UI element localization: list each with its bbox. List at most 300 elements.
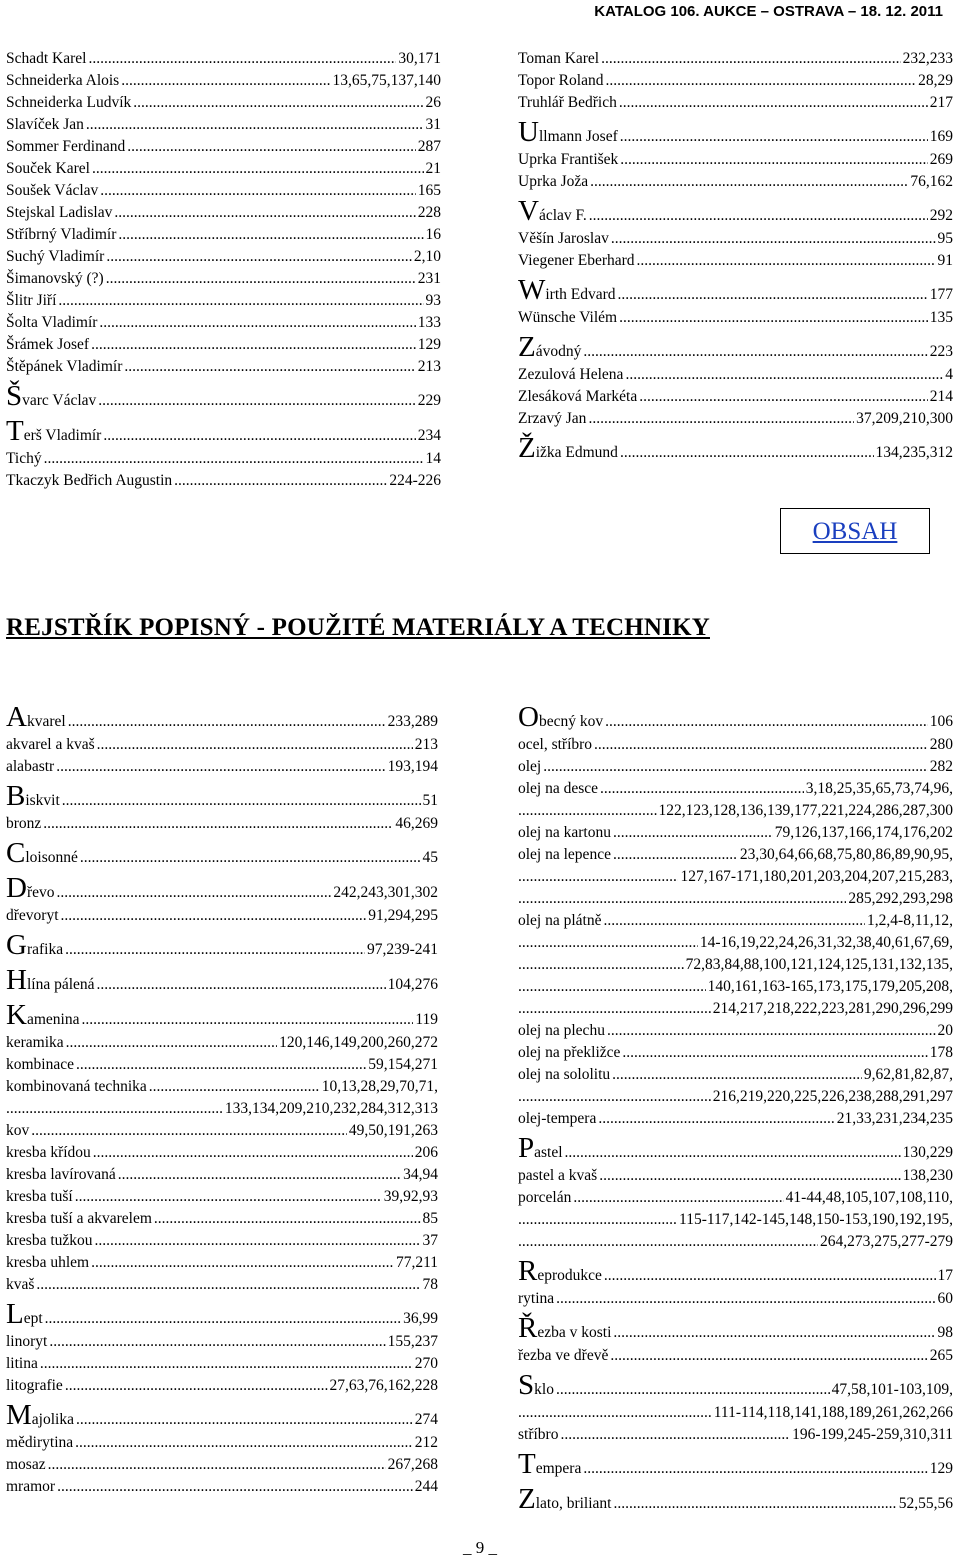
entry-numbers: 129 [417, 336, 441, 353]
entry-name: Grafika [6, 929, 64, 961]
leader-dots [91, 334, 416, 356]
entry-numbers: 16 [425, 226, 441, 243]
entry-name: mramor [6, 1478, 56, 1495]
entry-numbers: 228 [417, 204, 441, 221]
entry-numbers: 49,50,191,263 [348, 1122, 438, 1139]
entry-name: Topor Roland [518, 72, 604, 89]
entry-numbers: 115-117,142-145,148,150-153,190,192,195, [679, 1211, 953, 1228]
index-entry [518, 432, 953, 465]
leader-dots [619, 92, 928, 114]
index-entry [6, 1298, 438, 1331]
entry-numbers: 232,233 [902, 50, 953, 67]
leader-dots [588, 408, 854, 430]
leader-dots [75, 1432, 413, 1454]
index-entry [6, 1208, 438, 1230]
leader-dots [622, 1042, 927, 1064]
leader-dots [75, 1186, 382, 1208]
leader-dots [154, 1208, 421, 1230]
entry-numbers: 46,269 [395, 815, 438, 832]
leader-dots [604, 910, 866, 932]
entry-numbers: 98 [937, 1324, 953, 1341]
entry-numbers: 76,162 [910, 173, 953, 190]
entry-name: Toman Karel [518, 50, 600, 67]
leader-dots [518, 1231, 818, 1253]
entry-numbers: 135 [929, 309, 953, 326]
entry-name: Věšín Jaroslav [518, 230, 609, 247]
entry-name: ocel, stříbro [518, 736, 593, 753]
entry-numbers: 21 [425, 160, 441, 177]
index-entry [6, 1142, 438, 1164]
entry-name: Biskvit [6, 780, 60, 812]
entry-numbers: 34,94 [403, 1166, 438, 1183]
entry-numbers: 23,30,64,66,68,75,80,86,89,90,95, [739, 846, 953, 863]
index-entry [518, 1108, 953, 1130]
index-entry [518, 1042, 953, 1064]
entry-name: Zezulová Helena [518, 366, 624, 383]
entry-numbers: 231 [417, 270, 441, 287]
index-entry [6, 1120, 438, 1142]
leader-dots [97, 968, 386, 1001]
index-entry [6, 1454, 438, 1476]
leader-dots [56, 756, 385, 778]
entry-numbers: 59,154,271 [368, 1056, 438, 1073]
leader-dots [599, 1165, 900, 1187]
index-entry [518, 195, 953, 228]
leader-dots [594, 734, 928, 756]
entry-numbers: 37 [422, 1232, 438, 1249]
index-entry-continuation [518, 954, 953, 976]
entry-numbers: 106 [929, 713, 953, 730]
entry-name: Obecný kov [518, 701, 604, 733]
index-entry [6, 1186, 438, 1208]
index-entry [518, 1312, 953, 1345]
entry-numbers: 269 [929, 151, 953, 168]
index-entry [6, 136, 441, 158]
entry-numbers: 212 [414, 1434, 438, 1451]
leader-dots [518, 998, 711, 1020]
index-entry [6, 202, 441, 224]
index-entry [6, 1252, 438, 1274]
leader-dots [556, 1288, 935, 1310]
leader-dots [80, 841, 421, 874]
index-entry-continuation [518, 800, 953, 822]
index-entry [518, 1448, 953, 1481]
index-entry [518, 408, 953, 430]
index-entry [518, 1020, 953, 1042]
entry-numbers: 282 [929, 758, 953, 775]
entry-name: kresba křídou [6, 1144, 91, 1161]
entry-numbers: 77,211 [395, 1254, 438, 1271]
entry-numbers: 140,161,163-165,173,175,179,205,208, [707, 978, 953, 995]
entry-name: mědirytina [6, 1434, 74, 1451]
entry-numbers: 20 [937, 1022, 953, 1039]
index-entry [6, 1375, 438, 1397]
leader-dots [639, 386, 928, 408]
index-entry-continuation [518, 1209, 953, 1231]
entry-name: Akvarel [6, 701, 66, 733]
index-entry-continuation [518, 998, 953, 1020]
index-entry [6, 756, 438, 778]
entry-numbers: 134,235,312 [875, 444, 953, 461]
index-entry [6, 312, 441, 334]
entry-name: Šolta Vladimír [6, 314, 98, 331]
leader-dots [93, 1142, 413, 1164]
leader-dots [44, 448, 424, 470]
index-entry [6, 1399, 438, 1432]
leader-dots [573, 1187, 783, 1209]
index-entry [6, 158, 441, 180]
leader-dots [99, 312, 415, 334]
entry-name: Uprka František [518, 151, 619, 168]
index-entry [518, 1064, 953, 1086]
index-entry [518, 70, 953, 92]
entry-numbers: 265 [929, 1347, 953, 1364]
index-entry [6, 470, 441, 492]
index-entry [6, 1164, 438, 1186]
leader-dots [61, 905, 367, 927]
leader-dots [518, 888, 846, 910]
entry-name: Schneiderka Ludvík [6, 94, 132, 111]
leader-dots [114, 202, 415, 224]
index-entry [518, 1424, 953, 1446]
entry-numbers: 30,171 [398, 50, 441, 67]
entry-numbers: 292 [929, 207, 953, 224]
entry-name: Terš Vladimír [6, 415, 102, 447]
leader-dots [118, 1164, 401, 1186]
entry-numbers: 2,10 [413, 248, 441, 265]
entry-name: Zlato, briliant [518, 1483, 612, 1515]
leader-dots [48, 1454, 386, 1476]
index-entry [518, 822, 953, 844]
entry-name: Wünsche Vilém [518, 309, 618, 326]
entry-name: stříbro [518, 1426, 559, 1443]
index-entry [518, 1132, 953, 1165]
leader-dots [106, 268, 416, 290]
entry-name: Uprka Joža [518, 173, 589, 190]
index-entry [6, 114, 441, 136]
leader-dots [86, 114, 424, 136]
entry-name: Šrámek Josef [6, 336, 90, 353]
index-entry [6, 1230, 438, 1252]
leader-dots [66, 1032, 277, 1054]
entry-name: Soušek Václav [6, 182, 99, 199]
leader-dots [106, 246, 412, 268]
entry-name: Schadt Karel [6, 50, 87, 67]
index-entry [518, 250, 953, 272]
index-entry [518, 1255, 953, 1288]
index-entry [6, 356, 441, 378]
entry-numbers: 21,33,231,234,235 [836, 1110, 953, 1127]
leader-dots [518, 1209, 677, 1231]
materials-index-left-column [6, 699, 438, 1498]
entry-name: Kamenina [6, 999, 80, 1031]
entry-name: kresba tuší a akvarelem [6, 1210, 152, 1227]
entry-name: Sklo [518, 1369, 554, 1401]
index-entry [518, 171, 953, 193]
entry-name: Štěpánek Vladimír [6, 358, 123, 375]
entry-name: Stříbrný Vladimír [6, 226, 117, 243]
leader-dots [590, 171, 908, 193]
entry-numbers: 122,123,128,136,139,177,221,224,286,287,300 [658, 802, 953, 819]
entry-name: Suchý Vladimír [6, 248, 105, 265]
leader-dots [613, 822, 773, 844]
entry-name: Pastel [518, 1132, 563, 1164]
index-entry [518, 1187, 953, 1209]
entry-numbers: 91 [937, 252, 953, 269]
entry-numbers: 1,2,4-8,11,12, [867, 912, 953, 929]
entry-numbers: 37,209,210,300 [856, 410, 953, 427]
index-entry [6, 246, 441, 268]
entry-numbers: 9,62,81,82,87, [863, 1066, 953, 1083]
leader-dots [58, 290, 423, 312]
entry-numbers: 177 [929, 286, 953, 303]
entry-numbers: 196-199,245-259,310,311 [792, 1426, 953, 1443]
entry-name: litina [6, 1355, 38, 1372]
entry-numbers: 119 [415, 1011, 438, 1028]
entry-name: Zlesáková Markéta [518, 388, 638, 405]
entry-name: olej na plátně [518, 912, 602, 929]
index-entry [518, 149, 953, 171]
entry-name: Slavíček Jan [6, 116, 84, 133]
leader-dots [518, 1402, 712, 1424]
leader-dots [543, 756, 928, 778]
index-entry [518, 92, 953, 114]
index-entry [6, 964, 438, 997]
entry-numbers: 242,243,301,302 [333, 884, 438, 901]
entry-numbers: 45 [422, 849, 438, 866]
entry-name: linoryt [6, 1333, 48, 1350]
index-entry [518, 1369, 953, 1402]
index-entry [6, 1353, 438, 1375]
leader-dots [88, 48, 396, 70]
index-entry [518, 331, 953, 364]
entry-name: akvarel a kvaš [6, 736, 95, 753]
index-entry [6, 1274, 438, 1296]
entry-name: olej na překližce [518, 1044, 621, 1061]
leader-dots [560, 1424, 790, 1446]
index-entry [518, 734, 953, 756]
index-entry [518, 1288, 953, 1310]
leader-dots [518, 976, 706, 998]
entry-name: Cloisonné [6, 837, 78, 869]
entry-name: kombinace [6, 1056, 75, 1073]
entry-numbers: 93 [425, 292, 441, 309]
leader-dots [57, 1476, 413, 1498]
entry-name: olej na lepence [518, 846, 611, 863]
entry-numbers: 28,29 [918, 72, 953, 89]
entry-name: rytina [518, 1290, 555, 1307]
entry-name: Tkaczyk Bedřich Augustin [6, 472, 173, 489]
entry-name: Majolika [6, 1399, 74, 1431]
index-entry [6, 1054, 438, 1076]
obsah-link-box[interactable] [780, 508, 930, 554]
leader-dots [174, 470, 387, 492]
index-entry [6, 813, 438, 835]
entry-numbers: 72,83,84,88,100,121,124,125,131,132,135, [685, 956, 953, 973]
entry-name: dřevoryt [6, 907, 59, 924]
entry-name: kresba tužkou [6, 1232, 93, 1249]
index-entry [6, 334, 441, 356]
index-entry-continuation [518, 1402, 953, 1424]
entry-name: Zrzavý Jan [518, 410, 587, 427]
index-entry [518, 364, 953, 386]
entry-name: Šimanovský (?) [6, 270, 104, 287]
leader-dots [620, 149, 927, 171]
entry-name: Stejskal Ladislav [6, 204, 113, 221]
entry-numbers: 17 [937, 1267, 953, 1284]
author-index-left-column [6, 48, 441, 492]
entry-numbers: 229 [417, 392, 441, 409]
entry-numbers: 223 [929, 343, 953, 360]
entry-numbers: 14 [425, 450, 441, 467]
leader-dots [598, 1108, 834, 1130]
index-entry [6, 1032, 438, 1054]
index-entry-continuation [518, 888, 953, 910]
entry-name: Sommer Ferdinand [6, 138, 126, 155]
leader-dots [518, 866, 678, 888]
leader-dots [600, 778, 804, 800]
leader-dots [43, 813, 393, 835]
leader-dots [613, 1487, 896, 1520]
entry-name: kombinovaná technika [6, 1078, 147, 1095]
entry-numbers: 214,217,218,222,223,281,290,296,299 [712, 1000, 953, 1017]
index-entry [518, 778, 953, 800]
index-entry [6, 1331, 438, 1353]
index-entry [6, 290, 441, 312]
entry-numbers: 130,229 [902, 1144, 953, 1161]
entry-name: Závodný [518, 331, 582, 363]
entry-name: Žižka Edmund [518, 432, 618, 464]
entry-numbers: 213 [414, 736, 438, 753]
leader-dots [637, 250, 936, 272]
entry-numbers: 216,219,220,225,226,238,288,291,297 [712, 1088, 953, 1105]
entry-numbers: 280 [929, 736, 953, 753]
index-entry [6, 380, 441, 413]
index-entry [518, 307, 953, 329]
entry-numbers: 120,146,149,200,260,272 [279, 1034, 438, 1051]
entry-name: olej na plechu [518, 1022, 605, 1039]
entry-name: olej na kartonu [518, 824, 611, 841]
leader-dots [91, 1252, 394, 1274]
index-entry [518, 116, 953, 149]
entry-numbers: 104,276 [387, 976, 438, 993]
index-entry [518, 386, 953, 408]
index-entry [6, 48, 441, 70]
entry-numbers: 36,99 [403, 1310, 438, 1327]
entry-numbers: 52,55,56 [898, 1495, 953, 1512]
entry-name: Schneiderka Alois [6, 72, 120, 89]
entry-name: Tempera [518, 1448, 582, 1480]
leader-dots [92, 158, 424, 180]
entry-name: bronz [6, 815, 42, 832]
entry-numbers: 129 [929, 1460, 953, 1477]
entry-numbers: 274 [414, 1411, 438, 1428]
index-entry [6, 780, 438, 813]
entry-numbers: 111-114,118,141,188,189,261,262,266 [713, 1404, 953, 1421]
leader-dots [518, 954, 684, 976]
entry-numbers: 39,92,93 [383, 1188, 438, 1205]
leader-dots [625, 364, 943, 386]
index-entry [518, 844, 953, 866]
materials-index-right-column [518, 699, 953, 1516]
entry-numbers: 3,18,25,35,65,73,74,96, [805, 780, 953, 797]
index-entry-continuation [518, 866, 953, 888]
entry-numbers: 233,289 [387, 713, 438, 730]
entry-numbers: 13,65,75,137,140 [332, 72, 441, 89]
index-entry [6, 837, 438, 870]
index-entry [6, 999, 438, 1032]
index-entry [6, 872, 438, 905]
entry-numbers: 270 [414, 1355, 438, 1372]
leader-dots [518, 932, 698, 954]
entry-name: kov [6, 1122, 30, 1139]
entry-numbers: 78 [422, 1276, 438, 1293]
leader-dots [65, 1375, 328, 1397]
index-entry [6, 734, 438, 756]
index-entry-continuation [518, 932, 953, 954]
index-entry [518, 1165, 953, 1187]
leader-dots [612, 1064, 862, 1086]
entry-name: olej na desce [518, 780, 599, 797]
index-entry [6, 1076, 438, 1098]
entry-numbers: 27,63,76,162,228 [329, 1377, 438, 1394]
index-entry-continuation [518, 1231, 953, 1253]
entry-name: Ullmann Josef [518, 116, 618, 148]
entry-numbers: 213 [417, 358, 441, 375]
entry-numbers: 97,239-241 [366, 941, 438, 958]
index-entry [518, 701, 953, 734]
entry-numbers: 217 [929, 94, 953, 111]
index-entry [6, 70, 441, 92]
entry-numbers: 267,268 [387, 1456, 438, 1473]
entry-name: olej [518, 758, 542, 775]
entry-numbers: 244 [414, 1478, 438, 1495]
index-entry [6, 701, 438, 734]
entry-numbers: 133,134,209,210,232,284,312,313 [224, 1100, 438, 1117]
index-entry [518, 1483, 953, 1516]
entry-name: olej na sololitu [518, 1066, 611, 1083]
leader-dots [36, 1274, 420, 1296]
leader-dots [583, 1452, 927, 1485]
entry-numbers: 51 [422, 792, 438, 809]
entry-name: Viegener Eberhard [518, 252, 635, 269]
entry-numbers: 91,294,295 [368, 907, 438, 924]
leader-dots [613, 844, 738, 866]
entry-numbers: 155,237 [387, 1333, 438, 1350]
leader-dots [76, 1054, 366, 1076]
entry-numbers: 127,167-171,180,201,203,204,207,215,283, [680, 868, 953, 885]
entry-numbers: 234 [417, 427, 441, 444]
leader-dots [518, 1086, 711, 1108]
entry-numbers: 31 [425, 116, 441, 133]
page-number: _ 9 _ [463, 1538, 497, 1557]
leader-dots [610, 1345, 927, 1367]
leader-dots [601, 48, 901, 70]
index-entry-continuation [518, 1086, 953, 1108]
obsah-link[interactable]: OBSAH [812, 518, 898, 545]
entry-numbers: 169 [929, 128, 953, 145]
entry-name: Řezba v kosti [518, 1312, 612, 1344]
entry-numbers: 26 [425, 94, 441, 111]
entry-name: kresba lavírovaná [6, 1166, 116, 1183]
entry-name: řezba ve dřevě [518, 1347, 609, 1364]
entry-name: Švarc Václav [6, 380, 97, 412]
entry-name: kresba tuší [6, 1188, 73, 1205]
entry-numbers: 287 [417, 138, 441, 155]
leader-dots [118, 224, 423, 246]
entry-name: Souček Karel [6, 160, 90, 177]
index-entry [6, 905, 438, 927]
